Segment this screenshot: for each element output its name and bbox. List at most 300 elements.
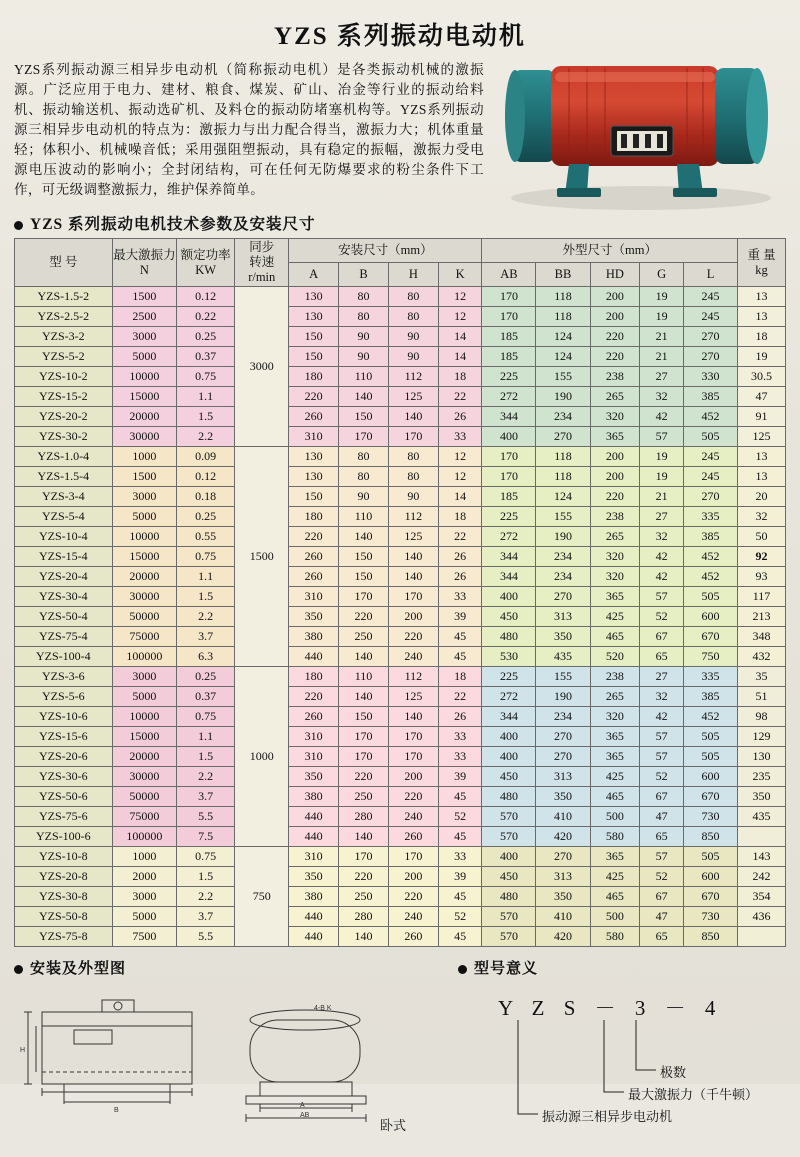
cell-force: 10000 (112, 367, 176, 387)
cell-model: YZS-5-2 (15, 347, 113, 367)
cell-b: 90 (339, 487, 389, 507)
cell-l: 245 (683, 307, 737, 327)
cell-g: 65 (640, 927, 684, 947)
cell-ab: 272 (482, 687, 536, 707)
cell-hd: 200 (590, 447, 640, 467)
cell-k: 33 (438, 847, 482, 867)
cell-power: 2.2 (177, 427, 235, 447)
cell-g: 57 (640, 747, 684, 767)
cell-g: 57 (640, 727, 684, 747)
cell-h: 125 (388, 687, 438, 707)
cell-a: 350 (289, 867, 339, 887)
cell-ab: 344 (482, 407, 536, 427)
cell-ab: 480 (482, 627, 536, 647)
cell-h: 170 (388, 587, 438, 607)
cell-a: 150 (289, 487, 339, 507)
th-a: A (289, 263, 339, 287)
cell-force: 15000 (112, 727, 176, 747)
cell-l: 750 (683, 647, 737, 667)
cell-hd: 465 (590, 887, 640, 907)
cell-a: 150 (289, 327, 339, 347)
cell-bb: 350 (536, 787, 590, 807)
cell-ab: 272 (482, 387, 536, 407)
cell-hd: 365 (590, 587, 640, 607)
cell-speed: 1000 (235, 667, 289, 847)
cell-a: 310 (289, 847, 339, 867)
cell-power: 2.2 (177, 887, 235, 907)
cell-power: 0.12 (177, 467, 235, 487)
cell-force: 30000 (112, 587, 176, 607)
cell-h: 90 (388, 487, 438, 507)
table-row (15, 727, 786, 747)
cell-bb: 410 (536, 807, 590, 827)
cell-g: 27 (640, 507, 684, 527)
cell-k: 26 (438, 707, 482, 727)
cell-model: YZS-30-6 (15, 767, 113, 787)
cell-l: 452 (683, 567, 737, 587)
cell-a: 220 (289, 687, 339, 707)
table-row (15, 847, 786, 867)
cell-b: 220 (339, 767, 389, 787)
cell-force: 3000 (112, 487, 176, 507)
cell-force: 75000 (112, 807, 176, 827)
cell-h: 140 (388, 547, 438, 567)
cell-force: 20000 (112, 567, 176, 587)
cell-h: 80 (388, 467, 438, 487)
cell-b: 280 (339, 907, 389, 927)
cell-weight: 13 (738, 467, 786, 487)
cell-ab: 450 (482, 767, 536, 787)
cell-b: 250 (339, 787, 389, 807)
cell-model: YZS-75-6 (15, 807, 113, 827)
cell-hd: 425 (590, 767, 640, 787)
th-g: G (640, 263, 684, 287)
spec-table (14, 238, 786, 947)
cell-g: 67 (640, 787, 684, 807)
th-weight: 重 量 kg (738, 239, 786, 287)
cell-b: 140 (339, 387, 389, 407)
cell-bb: 420 (536, 827, 590, 847)
cell-g: 19 (640, 307, 684, 327)
cell-force: 100000 (112, 827, 176, 847)
cell-model: YZS-10-4 (15, 527, 113, 547)
cell-b: 250 (339, 887, 389, 907)
cell-ab: 400 (482, 587, 536, 607)
legend-poles: 极数 (660, 1065, 687, 1080)
cell-bb: 155 (536, 367, 590, 387)
cell-h: 140 (388, 707, 438, 727)
cell-g: 19 (640, 467, 684, 487)
cell-model: YZS-30-4 (15, 587, 113, 607)
cell-model: YZS-30-8 (15, 887, 113, 907)
cell-power: 0.75 (177, 367, 235, 387)
cell-a: 310 (289, 427, 339, 447)
cell-a: 310 (289, 587, 339, 607)
cell-k: 39 (438, 767, 482, 787)
cell-l: 335 (683, 667, 737, 687)
cell-l: 505 (683, 847, 737, 867)
cell-k: 12 (438, 307, 482, 327)
cell-h: 260 (388, 827, 438, 847)
table-row (15, 907, 786, 927)
cell-k: 18 (438, 507, 482, 527)
cell-force: 15000 (112, 387, 176, 407)
cell-a: 310 (289, 747, 339, 767)
table-row (15, 787, 786, 807)
cell-b: 220 (339, 867, 389, 887)
cell-h: 200 (388, 767, 438, 787)
intro-paragraph: YZS系列振动源三相异步电动机（简称振动电机）是各类振动机械的激振源。广泛应用于电力、建材、粮食、煤炭、矿山、冶金等行业的振动给料机、振动输送机、振动选矿机、及料仓的振动防堵塞机构等。YZS系列振动源三相异步电动机的特点为：激振力与出力配合得当，激振力大；机体重量轻；体积小、机械噪音低；采用强阻塑振动，具有稳定的振幅，激振力受电源电压波动的影响小；全封闭结构，可在任何无防爆要求的粉尘条件下工作，可无级调整激振力，维护保养简单。 (14, 62, 484, 197)
cell-g: 52 (640, 867, 684, 887)
cell-h: 170 (388, 727, 438, 747)
cell-hd: 265 (590, 687, 640, 707)
cell-weight: 32 (738, 507, 786, 527)
cell-force: 75000 (112, 627, 176, 647)
cell-model: YZS-5-4 (15, 507, 113, 527)
cell-weight: 13 (738, 287, 786, 307)
cell-weight: 51 (738, 687, 786, 707)
cell-bb: 270 (536, 427, 590, 447)
cell-bb: 234 (536, 407, 590, 427)
cell-h: 112 (388, 367, 438, 387)
cell-g: 67 (640, 887, 684, 907)
cell-hd: 365 (590, 727, 640, 747)
cell-hd: 320 (590, 547, 640, 567)
cell-ab: 170 (482, 287, 536, 307)
cell-a: 380 (289, 627, 339, 647)
cell-g: 47 (640, 807, 684, 827)
cell-l: 385 (683, 527, 737, 547)
cell-h: 220 (388, 787, 438, 807)
table-row (15, 307, 786, 327)
cell-hd: 238 (590, 507, 640, 527)
cell-k: 39 (438, 867, 482, 887)
cell-bb: 420 (536, 927, 590, 947)
cell-h: 125 (388, 387, 438, 407)
cell-force: 10000 (112, 527, 176, 547)
cell-g: 57 (640, 847, 684, 867)
cell-h: 80 (388, 447, 438, 467)
cell-b: 150 (339, 407, 389, 427)
cell-bb: 124 (536, 487, 590, 507)
cell-power: 2.2 (177, 767, 235, 787)
cell-bb: 350 (536, 887, 590, 907)
cell-model: YZS-5-6 (15, 687, 113, 707)
cell-a: 440 (289, 907, 339, 927)
cell-g: 27 (640, 367, 684, 387)
th-k: K (438, 263, 482, 287)
cell-power: 6.3 (177, 647, 235, 667)
cell-b: 110 (339, 667, 389, 687)
cell-weight: 35 (738, 667, 786, 687)
cell-b: 90 (339, 347, 389, 367)
table-row (15, 407, 786, 427)
cell-force: 5000 (112, 907, 176, 927)
cell-model: YZS-75-8 (15, 927, 113, 947)
cell-model: YZS-3-2 (15, 327, 113, 347)
cell-g: 32 (640, 387, 684, 407)
b-label: B (114, 1107, 119, 1114)
cell-weight: 98 (738, 707, 786, 727)
table-row (15, 387, 786, 407)
cell-h: 220 (388, 887, 438, 907)
table-row (15, 587, 786, 607)
cell-h: 80 (388, 287, 438, 307)
a-label: A (300, 1102, 305, 1109)
cell-weight: 50 (738, 527, 786, 547)
cell-bb: 118 (536, 287, 590, 307)
cell-h: 240 (388, 807, 438, 827)
cell-weight: 129 (738, 727, 786, 747)
bottom-section (0, 957, 800, 1157)
table-row (15, 807, 786, 827)
cell-bb: 270 (536, 727, 590, 747)
cell-b: 170 (339, 587, 389, 607)
cell-l: 850 (683, 927, 737, 947)
cell-bb: 190 (536, 527, 590, 547)
cell-ab: 344 (482, 547, 536, 567)
cell-k: 12 (438, 467, 482, 487)
cell-model: YZS-10-2 (15, 367, 113, 387)
cell-a: 150 (289, 347, 339, 367)
table-row (15, 347, 786, 367)
table-row (15, 427, 786, 447)
cell-force: 7500 (112, 927, 176, 947)
cell-l: 600 (683, 767, 737, 787)
cell-g: 32 (640, 687, 684, 707)
cell-power: 5.5 (177, 927, 235, 947)
cell-ab: 400 (482, 747, 536, 767)
cell-g: 42 (640, 567, 684, 587)
cell-k: 14 (438, 347, 482, 367)
cell-ab: 570 (482, 827, 536, 847)
table-row (15, 927, 786, 947)
cell-force: 2000 (112, 867, 176, 887)
cell-l: 730 (683, 807, 737, 827)
cell-l: 245 (683, 447, 737, 467)
cell-power: 0.75 (177, 847, 235, 867)
cell-b: 140 (339, 527, 389, 547)
cell-bb: 190 (536, 687, 590, 707)
cell-a: 180 (289, 367, 339, 387)
cell-force: 2500 (112, 307, 176, 327)
cell-g: 27 (640, 667, 684, 687)
cell-b: 80 (339, 287, 389, 307)
cell-h: 170 (388, 427, 438, 447)
cell-force: 20000 (112, 747, 176, 767)
cell-g: 19 (640, 447, 684, 467)
cell-k: 18 (438, 367, 482, 387)
cell-a: 380 (289, 887, 339, 907)
left-subheading: 安装及外型图 (14, 957, 434, 978)
cell-weight: 18 (738, 327, 786, 347)
cell-k: 33 (438, 427, 482, 447)
cell-model: YZS-20-4 (15, 567, 113, 587)
table-row (15, 287, 786, 307)
cell-power: 5.5 (177, 807, 235, 827)
bullet-icon-left (14, 965, 23, 974)
table-row (15, 887, 786, 907)
cell-power: 0.25 (177, 667, 235, 687)
cell-bb: 313 (536, 867, 590, 887)
cell-h: 240 (388, 647, 438, 667)
cell-k: 45 (438, 887, 482, 907)
table-row (15, 667, 786, 687)
bullet-icon (14, 221, 23, 230)
cell-model: YZS-10-8 (15, 847, 113, 867)
cell-hd: 465 (590, 627, 640, 647)
cell-bb: 155 (536, 667, 590, 687)
cell-model: YZS-100-6 (15, 827, 113, 847)
th-bb: BB (536, 263, 590, 287)
table-row (15, 547, 786, 567)
cell-ab: 400 (482, 847, 536, 867)
cell-a: 440 (289, 647, 339, 667)
cell-ab: 170 (482, 307, 536, 327)
cell-l: 452 (683, 707, 737, 727)
cell-force: 3000 (112, 667, 176, 687)
cell-weight: 91 (738, 407, 786, 427)
cell-bb: 350 (536, 627, 590, 647)
cell-power: 0.22 (177, 307, 235, 327)
cell-b: 170 (339, 727, 389, 747)
cell-weight: 92 (738, 547, 786, 567)
cell-bb: 313 (536, 767, 590, 787)
cell-ab: 272 (482, 527, 536, 547)
cell-hd: 425 (590, 867, 640, 887)
cell-ab: 570 (482, 807, 536, 827)
cell-hd: 238 (590, 367, 640, 387)
cell-weight: 47 (738, 387, 786, 407)
cell-a: 260 (289, 567, 339, 587)
bullet-icon-right (458, 965, 467, 974)
th-install-dims: 安装尺寸（mm） (289, 239, 482, 263)
cell-l: 670 (683, 887, 737, 907)
cell-l: 385 (683, 387, 737, 407)
cell-a: 440 (289, 807, 339, 827)
cell-h: 170 (388, 747, 438, 767)
cell-weight: 436 (738, 907, 786, 927)
cell-h: 240 (388, 907, 438, 927)
model-code: Y Z S － 3 － 4 (498, 996, 723, 1020)
cell-l: 505 (683, 727, 737, 747)
cell-weight (738, 927, 786, 947)
cell-power: 0.75 (177, 707, 235, 727)
cell-speed: 750 (235, 847, 289, 947)
cell-model: YZS-20-8 (15, 867, 113, 887)
cell-a: 260 (289, 407, 339, 427)
cell-bb: 190 (536, 387, 590, 407)
cell-g: 67 (640, 627, 684, 647)
cell-hd: 320 (590, 707, 640, 727)
cell-force: 5000 (112, 507, 176, 527)
cell-b: 150 (339, 547, 389, 567)
cell-bb: 435 (536, 647, 590, 667)
cell-power: 0.37 (177, 687, 235, 707)
cell-model: YZS-2.5-2 (15, 307, 113, 327)
cell-b: 140 (339, 647, 389, 667)
cell-ab: 225 (482, 507, 536, 527)
cell-l: 600 (683, 607, 737, 627)
cell-l: 245 (683, 467, 737, 487)
cell-k: 52 (438, 907, 482, 927)
cell-h: 90 (388, 347, 438, 367)
cell-force: 5000 (112, 347, 176, 367)
cell-hd: 265 (590, 527, 640, 547)
cell-weight: 432 (738, 647, 786, 667)
cell-ab: 225 (482, 367, 536, 387)
cell-l: 505 (683, 587, 737, 607)
table-row (15, 867, 786, 887)
cell-ab: 570 (482, 907, 536, 927)
table-row (15, 327, 786, 347)
cell-h: 200 (388, 867, 438, 887)
cell-hd: 500 (590, 907, 640, 927)
cell-power: 1.5 (177, 587, 235, 607)
cell-bb: 124 (536, 327, 590, 347)
th-ab: AB (482, 263, 536, 287)
cell-power: 0.75 (177, 547, 235, 567)
cell-power: 1.1 (177, 567, 235, 587)
cell-hd: 425 (590, 607, 640, 627)
model-meaning-block (458, 957, 788, 1152)
cell-bb: 118 (536, 447, 590, 467)
table-row (15, 647, 786, 667)
cell-hd: 465 (590, 787, 640, 807)
cell-hd: 500 (590, 807, 640, 827)
cell-model: YZS-20-2 (15, 407, 113, 427)
cell-a: 220 (289, 387, 339, 407)
cell-bb: 234 (536, 707, 590, 727)
cell-weight (738, 827, 786, 847)
cell-k: 14 (438, 327, 482, 347)
cell-model: YZS-50-4 (15, 607, 113, 627)
cell-k: 14 (438, 487, 482, 507)
cell-force: 3000 (112, 327, 176, 347)
cell-a: 260 (289, 547, 339, 567)
cell-power: 1.5 (177, 407, 235, 427)
cell-l: 330 (683, 367, 737, 387)
cell-h: 140 (388, 407, 438, 427)
cell-weight: 350 (738, 787, 786, 807)
right-subheading: 型号意义 (458, 957, 788, 978)
cell-hd: 200 (590, 287, 640, 307)
table-row (15, 627, 786, 647)
cell-h: 140 (388, 567, 438, 587)
cell-hd: 365 (590, 847, 640, 867)
cell-g: 52 (640, 767, 684, 787)
cell-a: 220 (289, 527, 339, 547)
cell-bb: 118 (536, 307, 590, 327)
cell-l: 505 (683, 747, 737, 767)
cell-force: 10000 (112, 707, 176, 727)
cell-k: 22 (438, 387, 482, 407)
cell-hd: 238 (590, 667, 640, 687)
cell-power: 1.1 (177, 387, 235, 407)
cell-g: 42 (640, 707, 684, 727)
cell-force: 1000 (112, 447, 176, 467)
cell-speed: 1500 (235, 447, 289, 667)
cell-power: 0.55 (177, 527, 235, 547)
cell-k: 22 (438, 687, 482, 707)
cell-b: 170 (339, 747, 389, 767)
table-row (15, 687, 786, 707)
cell-a: 130 (289, 467, 339, 487)
cell-hd: 320 (590, 407, 640, 427)
cell-g: 32 (640, 527, 684, 547)
cell-power: 0.12 (177, 287, 235, 307)
table-row (15, 567, 786, 587)
